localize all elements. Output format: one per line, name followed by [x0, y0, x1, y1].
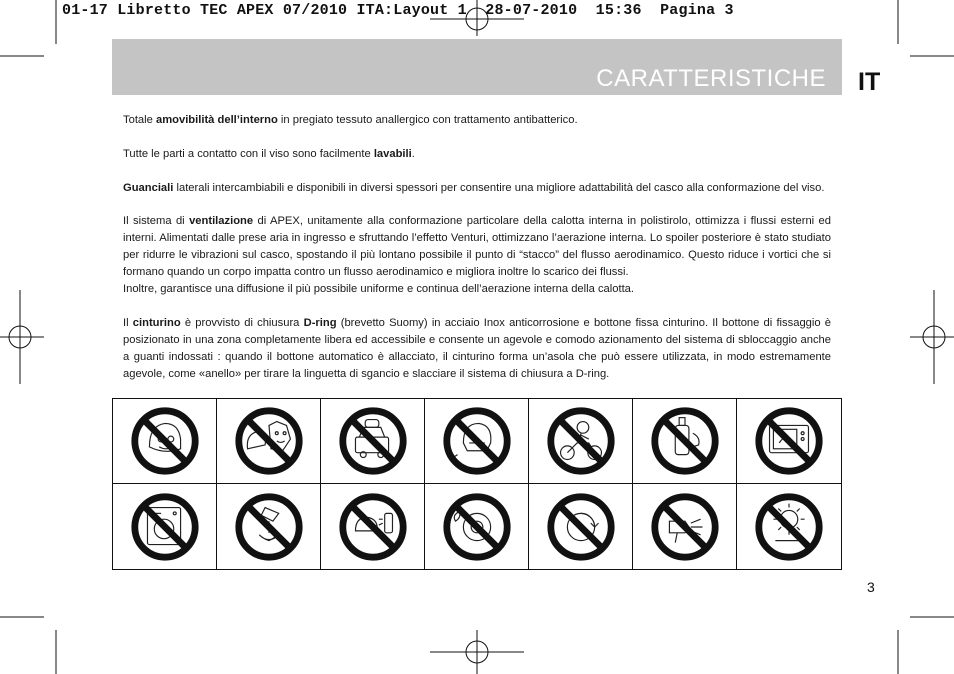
bottle-icon — [642, 404, 728, 478]
prohibition-slash — [455, 420, 498, 463]
warning-cell — [425, 484, 529, 569]
warning-cell — [633, 399, 737, 484]
paragraph — [123, 180, 831, 197]
prohibition-slash — [247, 505, 290, 548]
text-segment: laterali intercambiabili e disponibili in diversi spessori per consentire una migliore adattabilità del casco alla conformazione del viso. — [173, 181, 825, 194]
page-number: 3 — [867, 579, 875, 595]
bold-term: lavabili — [373, 147, 412, 160]
text-segment: Tutte le parti a contatto con il viso sono facilmente — [123, 147, 374, 160]
warning-cell — [633, 484, 737, 569]
page-title: CARATTERISTICHE — [596, 65, 826, 92]
warning-cell — [737, 484, 841, 569]
paragraph — [123, 146, 831, 163]
microwave-icon — [746, 404, 832, 478]
warning-cell — [113, 399, 217, 484]
car-roof-icon — [330, 404, 416, 478]
prohibition-slash — [559, 420, 602, 463]
warning-cell — [425, 399, 529, 484]
motorcycle-rider-icon — [538, 404, 624, 478]
language-tag: IT — [858, 68, 881, 96]
warning-cell — [529, 484, 633, 569]
text-segment: Totale — [123, 114, 156, 126]
sun-heat-icon — [746, 490, 832, 564]
bold-term: Guanciali — [123, 181, 174, 194]
text-segment: . — [411, 147, 415, 160]
warning-cell — [217, 484, 321, 569]
print-slug: 01-17 Libretto TEC APEX 07/2010 ITA:Layout 1 28-07-2010 15:36 Pagina 3 — [62, 2, 734, 19]
spray-can-icon — [330, 490, 416, 564]
warning-cell — [529, 399, 633, 484]
text-segment: Il — [123, 316, 133, 329]
bold-term: amovibilità dell’interno — [155, 114, 278, 126]
text-segment: di APEX, unitamente alla conformazione particolare della calotta interna in polistirolo, ottimizza i flussi esterni ed interni. Alimentati dalle prese aria in ingresso e sfruttando l’effetto Venturi, ottimizzano l’aerazione interna. Lo spoiler posteriore è stato studiato per ridurre le vibrazioni sul casco, spostando il più lontano possibile il punto di “stacco” del flusso aerodinamico. Questo riduce i vortici che si formano quando un corpo impatta contro un flusso aerodinamico e migliora inoltre lo scarico dei flussi. — [123, 215, 831, 279]
bold-term: cinturino — [132, 316, 181, 329]
hair-dryer-icon — [642, 490, 728, 564]
helmet-drop-icon — [434, 404, 520, 478]
dog-bite-icon — [226, 404, 312, 478]
warning-cell — [217, 399, 321, 484]
prohibition-slash — [455, 505, 498, 548]
features-text — [123, 112, 831, 382]
warning-cell — [737, 399, 841, 484]
bold-term: ventilazione — [189, 215, 254, 228]
paragraph — [123, 112, 831, 129]
warning-cell — [113, 484, 217, 569]
prohibition-slash — [768, 505, 811, 548]
paragraph — [123, 315, 831, 383]
prohibition-slash — [559, 505, 602, 548]
pour-liquid-icon — [226, 490, 312, 564]
wheel-rotation-icon — [538, 490, 624, 564]
warning-cell — [321, 399, 425, 484]
helmet-sticker-icon — [122, 404, 208, 478]
text-segment: in pregiato tessuto anallergico con trattamento antibatterico. — [277, 114, 578, 126]
text-segment: Inoltre, garantisce una diffusione il più possibile uniforme e continua dell’aerazione interna della calotta. — [123, 283, 635, 296]
paragraph — [123, 213, 831, 298]
warning-cell — [321, 484, 425, 569]
tire-wheel-icon — [434, 490, 520, 564]
text-segment: (brevetto Suomy) in acciaio Inox anticorrosione e bottone fissa cinturino. Il bottone di fissaggio è posizionato in una zona completamente libera ed accessibile e consente un agevole e comodo azionamento del sistema di sbloccaggio anche a guanti indossati : quando il bottone automatico è allacciato, il cinturino forma un’asola che può essere utilizzata, in modo estremamente agevole, come «anello» per tirare la linguetta di sgancio e slacciare il sistema di chiusura a D-ring. — [123, 316, 832, 380]
text-segment: è provvisto di chiusura — [180, 316, 304, 329]
washing-machine-icon — [122, 490, 208, 564]
header-band — [112, 39, 842, 95]
prohibition-slash — [351, 505, 394, 548]
text-segment: Il sistema di — [123, 215, 190, 228]
prohibition-slash — [143, 505, 186, 548]
warning-icon-grid — [112, 398, 842, 570]
bold-term: D-ring — [303, 316, 337, 329]
